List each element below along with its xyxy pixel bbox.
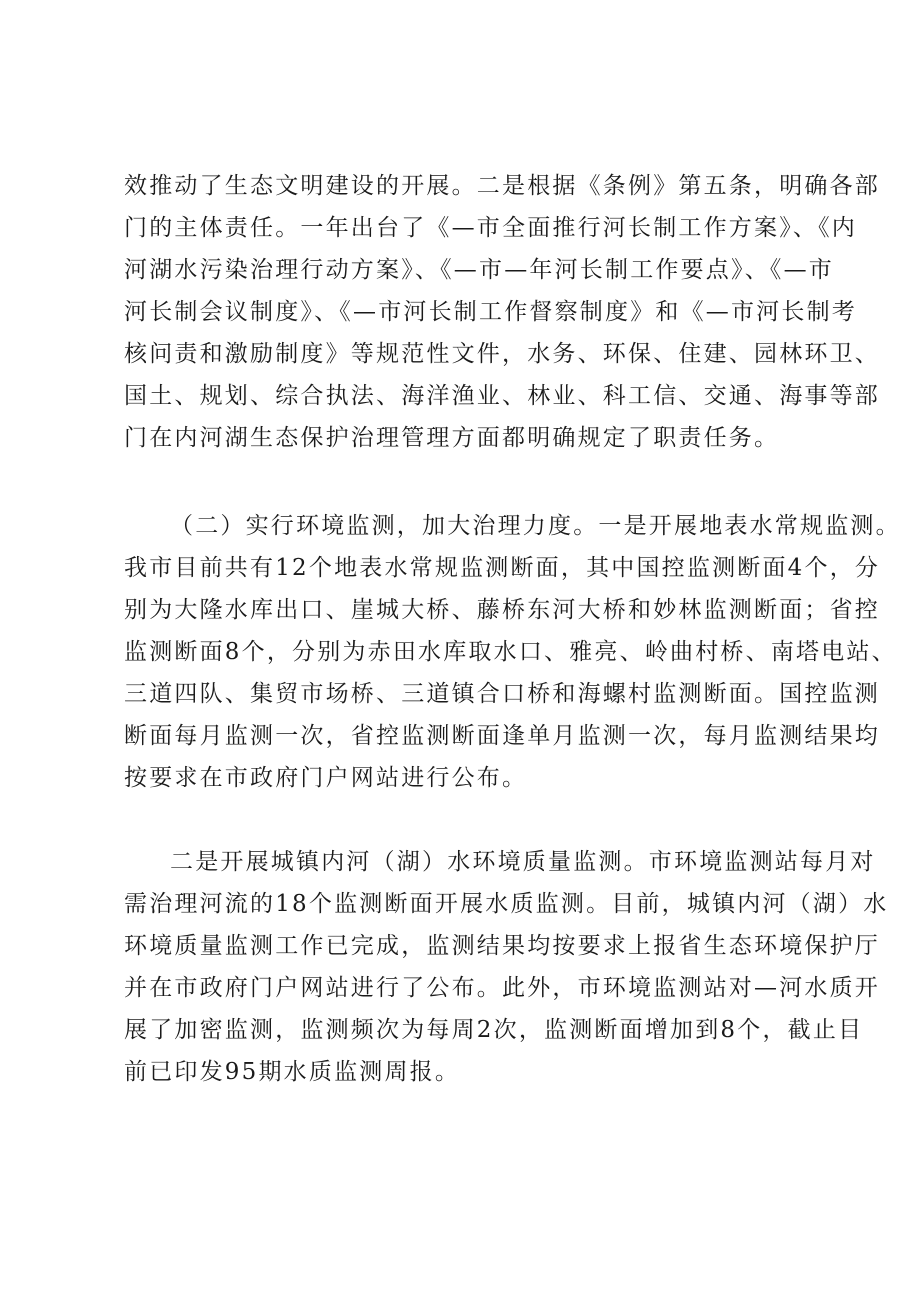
paragraph-line: 展了加密监测，监测频次为每周2次，监测断面增加到8个，截止目 xyxy=(124,1017,864,1043)
paragraph-line: 环境质量监测工作已完成，监测结果均按要求上报省生态环境保护厅 xyxy=(124,933,880,959)
paragraph-line: 按要求在市政府门户网站进行公布。 xyxy=(124,765,528,791)
paragraph-line: 门的主体责任。一年出台了《—市全面推行河长制工作方案》、《内 xyxy=(124,215,857,241)
paragraph-line: 核问责和激励制度》等规范性文件，水务、环保、住建、园林环卫、 xyxy=(124,341,880,367)
paragraph-line: 监测断面8个，分别为赤田水库取水口、雅亮、岭曲村桥、南塔电站、 xyxy=(124,639,897,665)
paragraph-line: 效推动了生态文明建设的开展。二是根据《条例》第五条，明确各部 xyxy=(124,173,880,199)
paragraph-line: 断面每月监测一次，省控监测断面逢单月监测一次，每月监测结果均 xyxy=(124,723,880,749)
paragraph-line: 别为大隆水库出口、崖城大桥、藤桥东河大桥和妙林监测断面；省控 xyxy=(124,597,880,623)
paragraph-line: 河湖水污染治理行动方案》、《—市—年河长制工作要点》、《—市 xyxy=(124,257,834,283)
paragraph-line: 三道四队、集贸市场桥、三道镇合口桥和海螺村监测断面。国控监测 xyxy=(124,681,880,707)
paragraph-line: 前已印发95期水质监测周报。 xyxy=(124,1059,461,1085)
paragraph-line: （二）实行环境监测，加大治理力度。一是开展地表水常规监测。 xyxy=(170,513,901,539)
paragraph-line: 河长制会议制度》、《—市河长制工作督察制度》和《—市河长制考 xyxy=(124,299,857,325)
paragraph-line: 并在市政府门户网站进行了公布。此外，市环境监测站对—河水质开 xyxy=(124,975,880,1001)
paragraph-line: 我市目前共有12个地表水常规监测断面，其中国控监测断面4个，分 xyxy=(124,555,881,581)
paragraph-line: 国土、规划、综合执法、海洋渔业、林业、科工信、交通、海事等部 xyxy=(124,383,880,409)
paragraph-line: 二是开展城镇内河（湖）水环境质量监测。市环境监测站每月对 xyxy=(170,849,876,875)
paragraph-line: 门在内河湖生态保护治理管理方面都明确规定了职责任务。 xyxy=(124,425,780,451)
paragraph-line: 需治理河流的18个监测断面开展水质监测。目前，城镇内河（湖）水 xyxy=(124,891,889,917)
